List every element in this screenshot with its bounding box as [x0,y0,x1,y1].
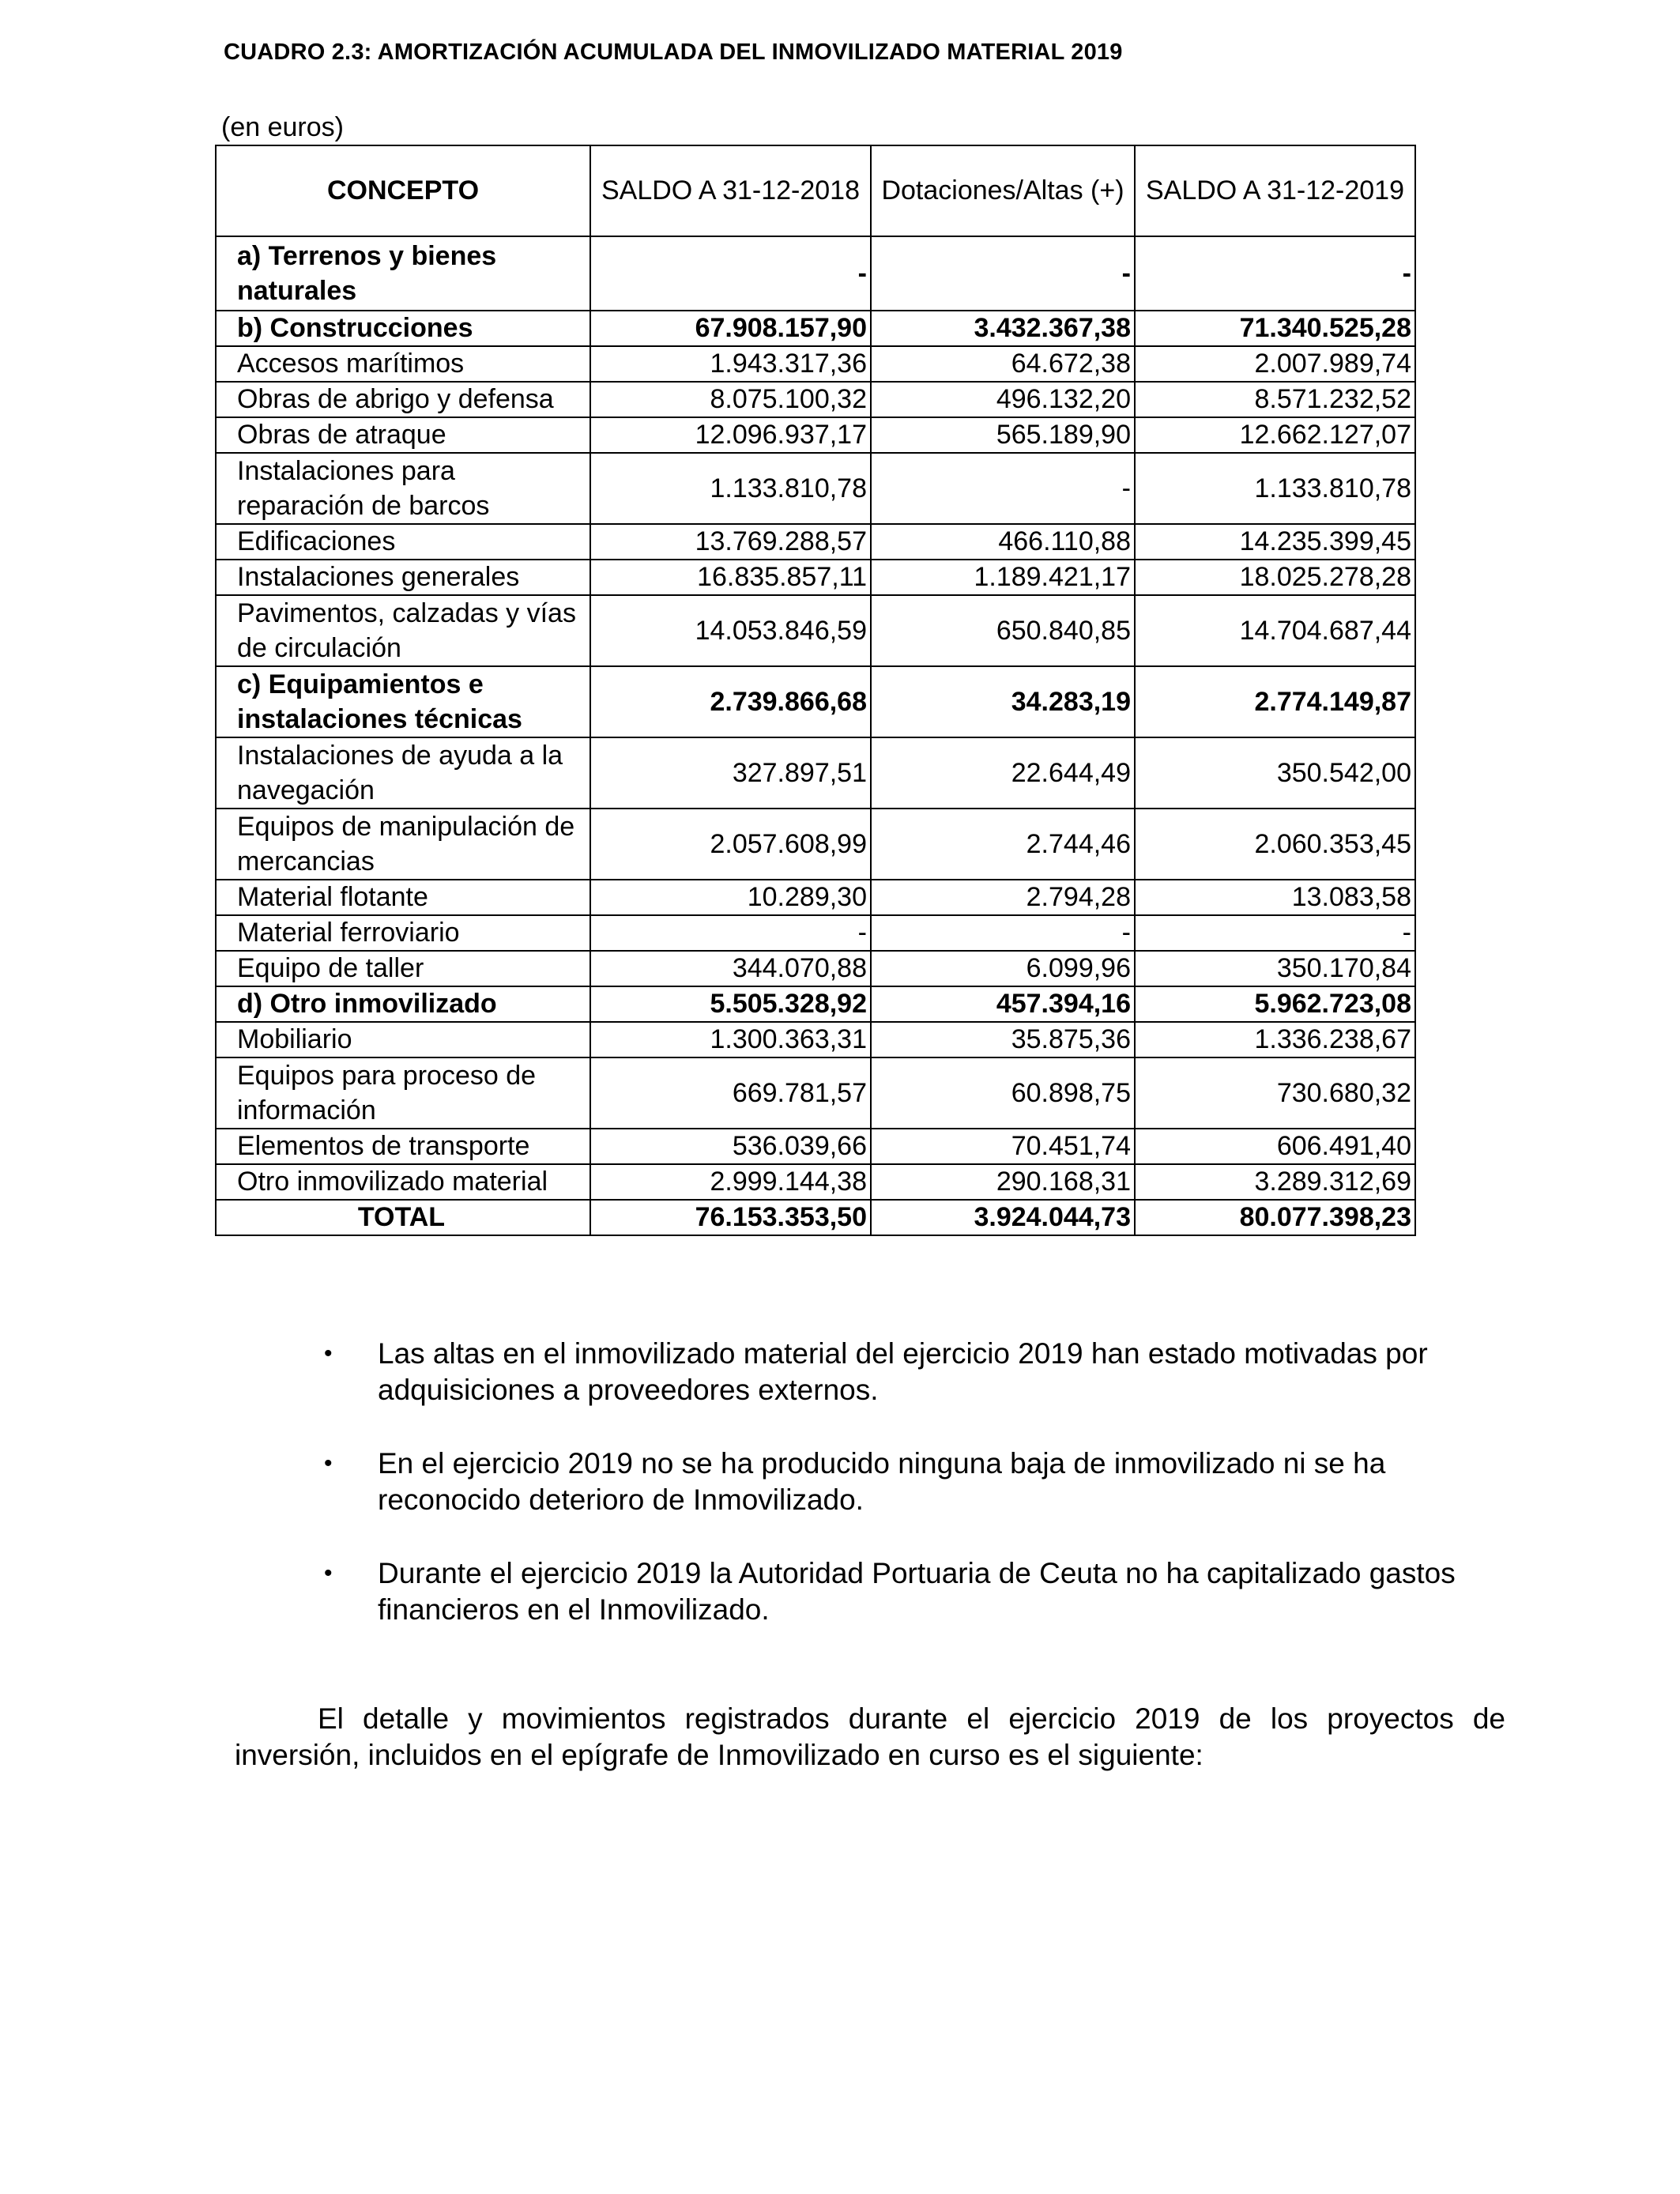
cell-saldo-2019: 2.060.353,45 [1135,809,1415,880]
cell-dotaciones: 457.394,16 [871,986,1135,1022]
row-concept: Equipos de manipulación de mercancias [216,809,590,880]
table-header [216,145,1415,236]
table-row [216,666,1415,737]
table-row [216,951,1415,986]
table-row [216,346,1415,382]
cell-saldo-2018: 76.153.353,50 [590,1200,871,1235]
row-concept: Edificaciones [216,524,590,560]
table-row [216,1164,1415,1200]
table-row [216,809,1415,880]
cell-saldo-2018: 13.769.288,57 [590,524,871,560]
cell-dotaciones: 35.875,36 [871,1022,1135,1057]
cell-saldo-2019: 730.680,32 [1135,1057,1415,1129]
cell-dotaciones: 2.794,28 [871,880,1135,915]
table-row [216,880,1415,915]
cell-saldo-2018: 8.075.100,32 [590,382,871,417]
cell-saldo-2018: 10.289,30 [590,880,871,915]
document-title: CUADRO 2.3: AMORTIZACIÓN ACUMULADA DEL INMOVILIZADO MATERIAL 2019 [224,40,1123,65]
table-row [216,986,1415,1022]
note-text: Las altas en el inmovilizado material del ejercicio 2019 han estado motivadas por adquisiciones a proveedores externos. [378,1337,1428,1406]
cell-saldo-2019: 5.962.723,08 [1135,986,1415,1022]
cell-saldo-2018: - [590,915,871,951]
bullet-icon: • [324,1340,333,1367]
cell-saldo-2018: 1.300.363,31 [590,1022,871,1057]
row-concept: Obras de abrigo y defensa [216,382,590,417]
cell-dotaciones: 1.189.421,17 [871,560,1135,595]
row-concept: Accesos marítimos [216,346,590,382]
cell-dotaciones: - [871,453,1135,524]
table-body [216,236,1415,1235]
cell-saldo-2019: 13.083,58 [1135,880,1415,915]
table-row [216,1022,1415,1057]
cell-saldo-2018: 327.897,51 [590,737,871,809]
row-concept: d) Otro inmovilizado [216,986,590,1022]
table-row [216,915,1415,951]
cell-saldo-2019: 350.542,00 [1135,737,1415,809]
cell-dotaciones: - [871,236,1135,311]
cell-saldo-2018: 1.133.810,78 [590,453,871,524]
row-concept: TOTAL [216,1200,590,1235]
cell-dotaciones: 70.451,74 [871,1129,1135,1164]
row-concept: b) Construcciones [216,311,590,346]
row-concept: Elementos de transporte [216,1129,590,1164]
cell-dotaciones: 496.132,20 [871,382,1135,417]
row-concept: c) Equipamientos e instalaciones técnicas [216,666,590,737]
header-concepto: CONCEPTO [216,145,590,236]
notes-list [324,1336,1509,1665]
cell-saldo-2018: 5.505.328,92 [590,986,871,1022]
table-row [216,595,1415,666]
table-row [216,311,1415,346]
cell-saldo-2018: 536.039,66 [590,1129,871,1164]
cell-saldo-2019: 18.025.278,28 [1135,560,1415,595]
row-concept: Pavimentos, calzadas y vías de circulación [216,595,590,666]
table-row [216,453,1415,524]
cell-saldo-2019: - [1135,236,1415,311]
row-concept: a) Terrenos y bienes naturales [216,236,590,311]
cell-saldo-2019: 3.289.312,69 [1135,1164,1415,1200]
cell-saldo-2019: 12.662.127,07 [1135,417,1415,453]
cell-saldo-2018: 16.835.857,11 [590,560,871,595]
cell-saldo-2019: - [1135,915,1415,951]
table-row [216,560,1415,595]
cell-saldo-2019: 8.571.232,52 [1135,382,1415,417]
row-concept: Instalaciones de ayuda a la navegación [216,737,590,809]
table-row [216,737,1415,809]
cell-saldo-2019: 80.077.398,23 [1135,1200,1415,1235]
bullet-icon: • [324,1560,333,1586]
closing-paragraph: El detalle y movimientos registrados durante el ejercicio 2019 de los proyectos de inversión, incluidos en el epígrafe de Inmovilizado en curso es el siguiente: [235,1702,1505,1771]
cell-dotaciones: 290.168,31 [871,1164,1135,1200]
cell-saldo-2019: 2.774.149,87 [1135,666,1415,737]
cell-dotaciones: 64.672,38 [871,346,1135,382]
table-row [216,236,1415,311]
cell-saldo-2019: 14.704.687,44 [1135,595,1415,666]
note-item [324,1555,1509,1628]
row-concept: Mobiliario [216,1022,590,1057]
cell-dotaciones: 650.840,85 [871,595,1135,666]
cell-dotaciones: 3.432.367,38 [871,311,1135,346]
note-text: En el ejercicio 2019 no se ha producido ninguna baja de inmovilizado ni se ha reconocido deterioro de Inmovilizado. [378,1447,1386,1516]
table-row [216,1129,1415,1164]
table-row [216,1057,1415,1129]
row-concept: Material flotante [216,880,590,915]
row-concept: Otro inmovilizado material [216,1164,590,1200]
cell-saldo-2019: 1.336.238,67 [1135,1022,1415,1057]
unit-note: (en euros) [221,112,344,142]
header-saldo-2019: SALDO A 31-12-2019 [1135,145,1415,236]
note-text: Durante el ejercicio 2019 la Autoridad Portuaria de Ceuta no ha capitalizado gastos financieros en el Inmovilizado. [378,1557,1456,1626]
cell-saldo-2018: 344.070,88 [590,951,871,986]
note-item [324,1446,1509,1518]
note-item [324,1336,1509,1408]
row-concept: Material ferroviario [216,915,590,951]
header-saldo-2018: SALDO A 31-12-2018 [590,145,871,236]
cell-saldo-2018: 12.096.937,17 [590,417,871,453]
cell-saldo-2019: 1.133.810,78 [1135,453,1415,524]
row-concept: Obras de atraque [216,417,590,453]
cell-dotaciones: - [871,915,1135,951]
cell-dotaciones: 3.924.044,73 [871,1200,1135,1235]
cell-saldo-2019: 2.007.989,74 [1135,346,1415,382]
cell-dotaciones: 6.099,96 [871,951,1135,986]
header-row [216,145,1415,236]
cell-dotaciones: 2.744,46 [871,809,1135,880]
row-concept: Equipos para proceso de información [216,1057,590,1129]
cell-dotaciones: 34.283,19 [871,666,1135,737]
table-row [216,524,1415,560]
cell-dotaciones: 22.644,49 [871,737,1135,809]
bullet-icon: • [324,1450,333,1476]
cell-saldo-2018: 2.057.608,99 [590,809,871,880]
table-row [216,1200,1415,1235]
table-row [216,382,1415,417]
cell-saldo-2018: 2.739.866,68 [590,666,871,737]
cell-saldo-2018: 67.908.157,90 [590,311,871,346]
cell-dotaciones: 565.189,90 [871,417,1135,453]
cell-saldo-2018: 669.781,57 [590,1057,871,1129]
cell-saldo-2019: 606.491,40 [1135,1129,1415,1164]
cell-saldo-2019: 350.170,84 [1135,951,1415,986]
amortization-table [215,145,1416,1236]
row-concept: Equipo de taller [216,951,590,986]
cell-saldo-2018: 14.053.846,59 [590,595,871,666]
header-dotaciones: Dotaciones/Altas (+) [871,145,1135,236]
cell-saldo-2018: 2.999.144,38 [590,1164,871,1200]
row-concept: Instalaciones generales [216,560,590,595]
cell-saldo-2018: - [590,236,871,311]
cell-saldo-2019: 71.340.525,28 [1135,311,1415,346]
cell-saldo-2018: 1.943.317,36 [590,346,871,382]
table-row [216,417,1415,453]
cell-dotaciones: 466.110,88 [871,524,1135,560]
row-concept: Instalaciones para reparación de barcos [216,453,590,524]
cell-saldo-2019: 14.235.399,45 [1135,524,1415,560]
cell-dotaciones: 60.898,75 [871,1057,1135,1129]
